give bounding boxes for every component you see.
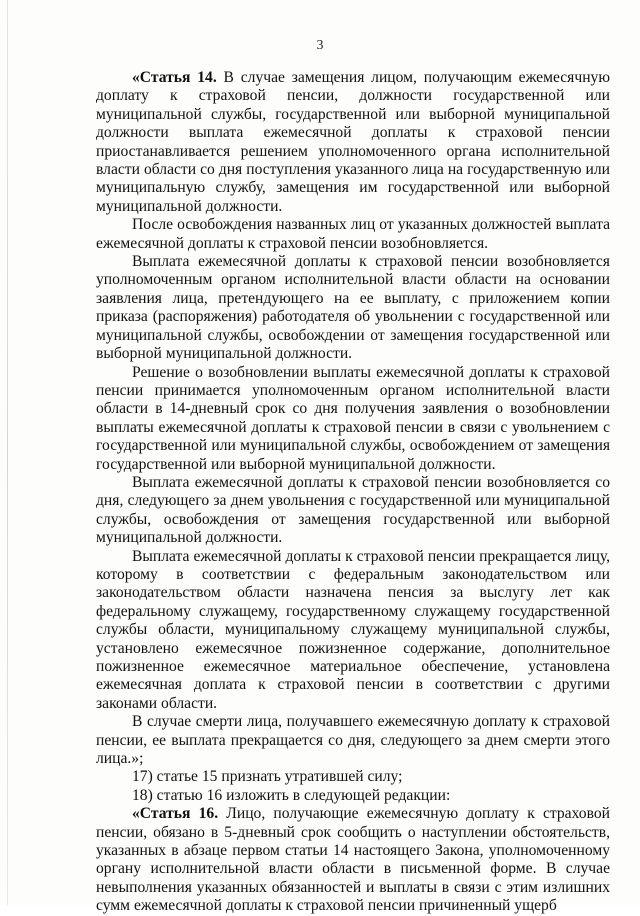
paragraph-text: В случае замещения лицом, получающим ежемесячную доплату к страховой пенсии, должности государственной или муниципальной службы, государственной или выборной муниципальной должности выплата ежемесячной доплаты к страховой пенсии приостанавливается решением уполномоченного органа исполнительной власти области со дня поступления указанного лица на государственную или муниципальную службу, замещения им государственной или выборной муниципальной должности. bbox=[96, 69, 610, 215]
paragraph bbox=[96, 216, 610, 253]
paragraph-text: 18) статью 16 изложить в следующей редакции: bbox=[132, 786, 451, 804]
page-number: 3 bbox=[316, 38, 324, 53]
paragraph bbox=[96, 253, 610, 363]
scan-edge-line bbox=[7, 0, 8, 905]
list-item-17 bbox=[96, 768, 610, 786]
paragraph-text: После освобождения названных лиц от указанных должностей выплата ежемесячной доплаты к страховой пенсии возобновляется. bbox=[96, 216, 610, 252]
paragraph-text: Выплата ежемесячной доплаты к страховой пенсии возобновляется со дня, следующего за днем увольнения с государственной или муниципальной службы, освобождения от замещения государственной или выборной муниципальной должности. bbox=[96, 473, 610, 547]
paragraph-text: 17) статье 15 признать утратившей силу; bbox=[132, 768, 403, 786]
paragraph-text: Выплата ежемесячной доплаты к страховой пенсии прекращается лицу, которому в соответствии с федеральным законодательством или законодательством области назначена пенсия за выслугу лет как федеральному служащему, государственному служащему государственной службы области, муниципальному служащему муниципальной службы, установлено ежемесячное пожизненное содержание, дополнительное пожизненное ежемесячное материальное обеспечение, установлена ежемесячная доплата к страховой пенсии в соответствии с другими законами области. bbox=[96, 547, 610, 712]
article-heading: «Статья 16. bbox=[132, 805, 219, 823]
paragraph-article-16 bbox=[96, 805, 610, 915]
paragraph-text: Решение о возобновлении выплаты ежемесячной доплаты к страховой пенсии принимается уполномоченным органом исполнительной власти области в 14-дневный срок со дня получения заявления о возобновлении выплаты ежемесячной доплаты к страховой пенсии в связи с увольнением с государственной или муниципальной службы, освобождением от замещения государственной или выборной муниципальной должности. bbox=[96, 363, 610, 473]
document-body bbox=[96, 69, 610, 916]
paragraph-text: Выплата ежемесячной доплаты к страховой пенсии возобновляется уполномоченным органом исполнительной власти области на основании заявления лица, претендующего на ее выплату, с приложением копии приказа (распоряжения) работодателя об увольнении с государственной или муниципальной службы, освобождении от замещения государственной или выборной муниципальной должности. bbox=[96, 253, 610, 363]
paragraph bbox=[96, 713, 610, 768]
paragraph bbox=[96, 474, 610, 548]
paragraph bbox=[96, 364, 610, 474]
paragraph bbox=[96, 548, 610, 714]
paragraph-article-14 bbox=[96, 69, 610, 216]
list-item-18 bbox=[96, 787, 610, 805]
paragraph-text: В случае смерти лица, получавшего ежемесячную доплату к страховой пенсии, ее выплата прекращается со дня, следующего за днем смерти этого лица.»; bbox=[96, 713, 610, 768]
paragraph-text: Лицо, получающие ежемесячную доплату к страховой пенсии, обязано в 5-дневный срок сообщить о наступлении обстоятельств, указанных в абзаце первом статьи 14 настоящего Закона, уполномоченному органу исполнительной власти области в письменной форме. В случае невыполнения указанных обязанностей и выплаты в связи с этим излишних сумм ежемесячной доплаты к страховой пенсии причиненный ущерб bbox=[96, 805, 610, 915]
article-heading: «Статья 14. bbox=[132, 69, 217, 86]
